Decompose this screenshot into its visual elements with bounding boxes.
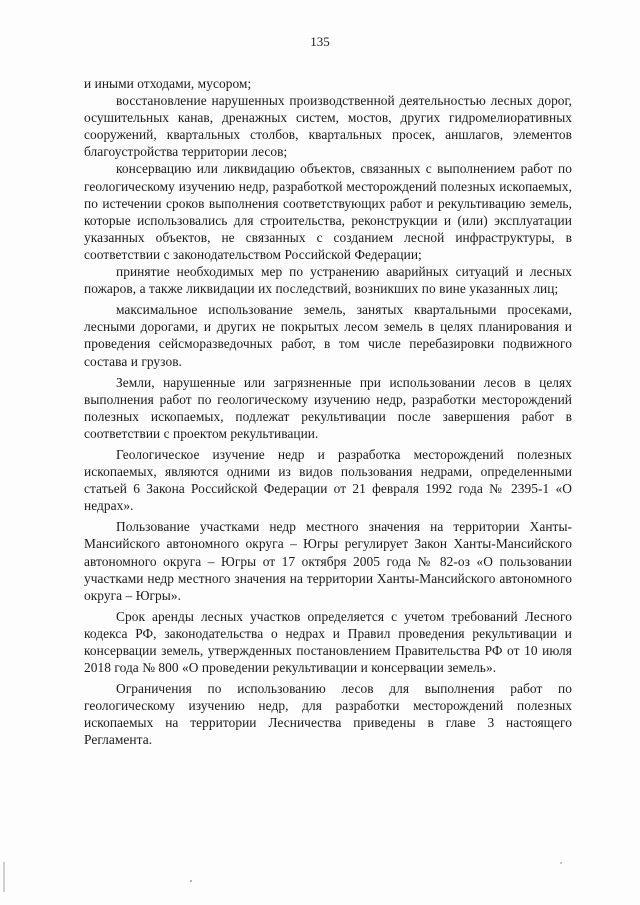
paragraph: консервацию или ликвидацию объектов, связанных с выполнением работ по геологическому изучению недр, разработкой месторождений полезных ископаемых, по истечении сроков выполнения соответствующих работ и рекультивацию земель, которые использовались для строительства, реконструкции и (или) эксплуатации указанных объектов, не связанных с созданием лесной инфраструктуры, в соответствии с законодательством Российской Федерации; <box>84 161 572 262</box>
paragraph: восстановление нарушенных производственной деятельностью лесных дорог, осушительных канав, дренажных систем, мостов, других гидромелиоративных сооружений, квартальных столбов, квартальных просек, аншлагов, элементов благоустройства территории лесов; <box>84 93 572 160</box>
paragraph: Земли, нарушенные или загрязненные при использовании лесов в целях выполнения работ по геологическому изучению недр, разработки месторождений полезных ископаемых, подлежат рекультивации после завершения работ в соответствии с проектом рекультивации. <box>84 374 572 441</box>
scan-dust-mark <box>190 880 192 882</box>
paragraph: Пользование участками недр местного значения на территории Ханты-Мансийского автономного округа – Югры регулирует Закон Ханты-Мансийского автономного округа – Югры от 17 октября 2005 года № 82-оз «О пользовании участками недр местного значения на территории Ханты-Мансийского автономного округа – Югры». <box>84 519 572 603</box>
page-number: 135 <box>310 34 330 49</box>
scan-dust-mark <box>560 862 562 864</box>
document-body <box>84 75 572 749</box>
paragraph: Ограничения по использованию лесов для выполнения работ по геологическому изучению недр, для разработки месторождений полезных ископаемых на территории Лесничества приведены в главе 3 настоящего Регламента. <box>84 681 572 748</box>
paragraph: максимальное использование земель, занятых квартальными просеками, лесными дорогами, и других не покрытых лесом земель в целях планирования и проведения сейсморазведочных работ, в том числе перебазировки подвижного состава и грузов. <box>84 302 572 369</box>
paragraph: Срок аренды лесных участков определяется с учетом требований Лесного кодекса РФ, законодательства о недрах и Правил проведения рекультивации и консервации земель, утвержденных постановлением Правительства РФ от 10 июля 2018 года № 800 «О проведении рекультивации и консервации земель». <box>84 608 572 676</box>
paragraph: принятие необходимых мер по устранению аварийных ситуаций и лесных пожаров, а также ликвидации их последствий, возникших по вине указанных лиц; <box>84 264 572 297</box>
paragraph: и иными отходами, мусором; <box>84 76 252 91</box>
paragraph: Геологическое изучение недр и разработка месторождений полезных ископаемых, являются одними из видов пользования недрами, определенными статьей 6 Закона Российской Федерации от 21 февраля 1992 года № 2395-1 «О недрах». <box>84 446 572 514</box>
scan-edge-mark <box>3 862 5 892</box>
